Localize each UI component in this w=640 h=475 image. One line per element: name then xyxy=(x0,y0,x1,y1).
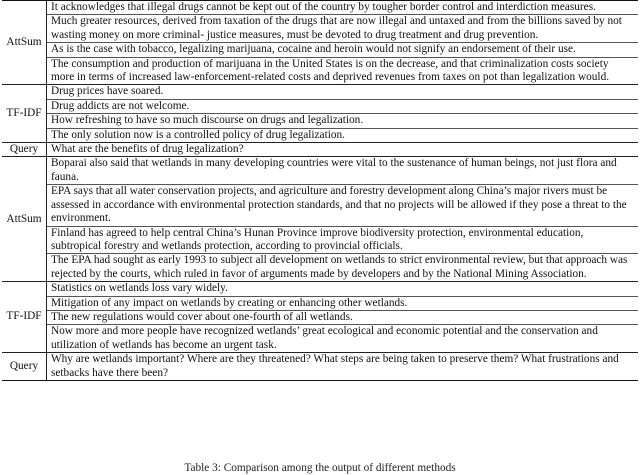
method-label: AttSum xyxy=(2,1,47,85)
table-row xyxy=(2,128,638,142)
comparison-table xyxy=(2,0,638,381)
sentence-cell: The EPA had sought as early 1993 to subject all development on wetlands to strict environmental review, but that approach was rejected by the courts, which ruled in favor of arguments made by developers and by the National Mining Association. xyxy=(47,254,639,282)
table-row xyxy=(2,157,638,185)
sentence-cell: Finland has agreed to help central China’s Hunan Province improve biodiversity protection, environmental education, subtropical forestry and wetlands protection, according to provincial officials. xyxy=(47,226,639,254)
table-row xyxy=(2,57,638,85)
table-row xyxy=(2,325,638,353)
sentence-cell: Statistics on wetlands loss vary widely. xyxy=(47,282,639,296)
sentence-cell: What are the benefits of drug legalization? xyxy=(47,143,639,157)
table-row xyxy=(2,99,638,113)
sentence-cell: The only solution now is a controlled policy of drug legalization. xyxy=(47,128,639,142)
table-row xyxy=(2,282,638,296)
table-row xyxy=(2,114,638,128)
table-row xyxy=(2,296,638,310)
sentence-cell: How refreshing to have so much discourse on drugs and legalization. xyxy=(47,114,639,128)
method-label: Query xyxy=(2,143,47,157)
table-row xyxy=(2,226,638,254)
sentence-cell: Mitigation of any impact on wetlands by creating or enhancing other wetlands. xyxy=(47,296,639,310)
sentence-cell: Drug addicts are not welcome. xyxy=(47,99,639,113)
sentence-cell: Much greater resources, derived from taxation of the drugs that are now illegal and untaxed and from the billions saved by not wasting money on more criminal- justice measures, must be devoted to drug treatment and drug prevention. xyxy=(47,15,639,43)
sentence-cell: Now more and more people have recognized wetlands’ great ecological and economic potential and the conservation and utilization of wetlands has become an urgent task. xyxy=(47,325,639,353)
method-label: TF-IDF xyxy=(2,85,47,143)
table-row xyxy=(2,353,638,381)
table-caption: Table 3: Comparison among the output of different methods xyxy=(184,462,456,474)
sentence-cell: EPA says that all water conservation projects, and agriculture and forestry development along China’s major rivers must be assessed in accordance with environmental protection standards, and that no projects will be allowed if they pose a threat to the environment. xyxy=(47,185,639,226)
table-row xyxy=(2,15,638,43)
table-row xyxy=(2,185,638,226)
table-row xyxy=(2,1,638,15)
sentence-cell: Drug prices have soared. xyxy=(47,85,639,99)
sentence-cell: The consumption and production of marijuana in the United States is on the decrease, and that criminalization costs society more in terms of increased law-enforcement-related costs and deprived revenues from taxes on pot than legalization would. xyxy=(47,57,639,85)
method-label: Query xyxy=(2,353,47,381)
method-label: AttSum xyxy=(2,157,47,282)
sentence-cell: It acknowledges that illegal drugs cannot be kept out of the country by tougher border control and interdiction measures. xyxy=(47,1,639,15)
sentence-cell: The new regulations would cover about one-fourth of all wetlands. xyxy=(47,310,639,324)
table-row xyxy=(2,143,638,157)
table-row xyxy=(2,254,638,282)
sentence-cell: Boparai also said that wetlands in many developing countries were vital to the sustenance of human beings, not just flora and fauna. xyxy=(47,157,639,185)
sentence-cell: Why are wetlands important? Where are they threatened? What steps are being taken to preserve them? What frustrations and setbacks have there been? xyxy=(47,353,639,381)
table-row xyxy=(2,43,638,57)
comparison-table-body xyxy=(2,1,638,381)
table-row xyxy=(2,85,638,99)
method-label: TF-IDF xyxy=(2,282,47,353)
table-row xyxy=(2,310,638,324)
sentence-cell: As is the case with tobacco, legalizing marijuana, cocaine and heroin would not signify an endorsement of their use. xyxy=(47,43,639,57)
